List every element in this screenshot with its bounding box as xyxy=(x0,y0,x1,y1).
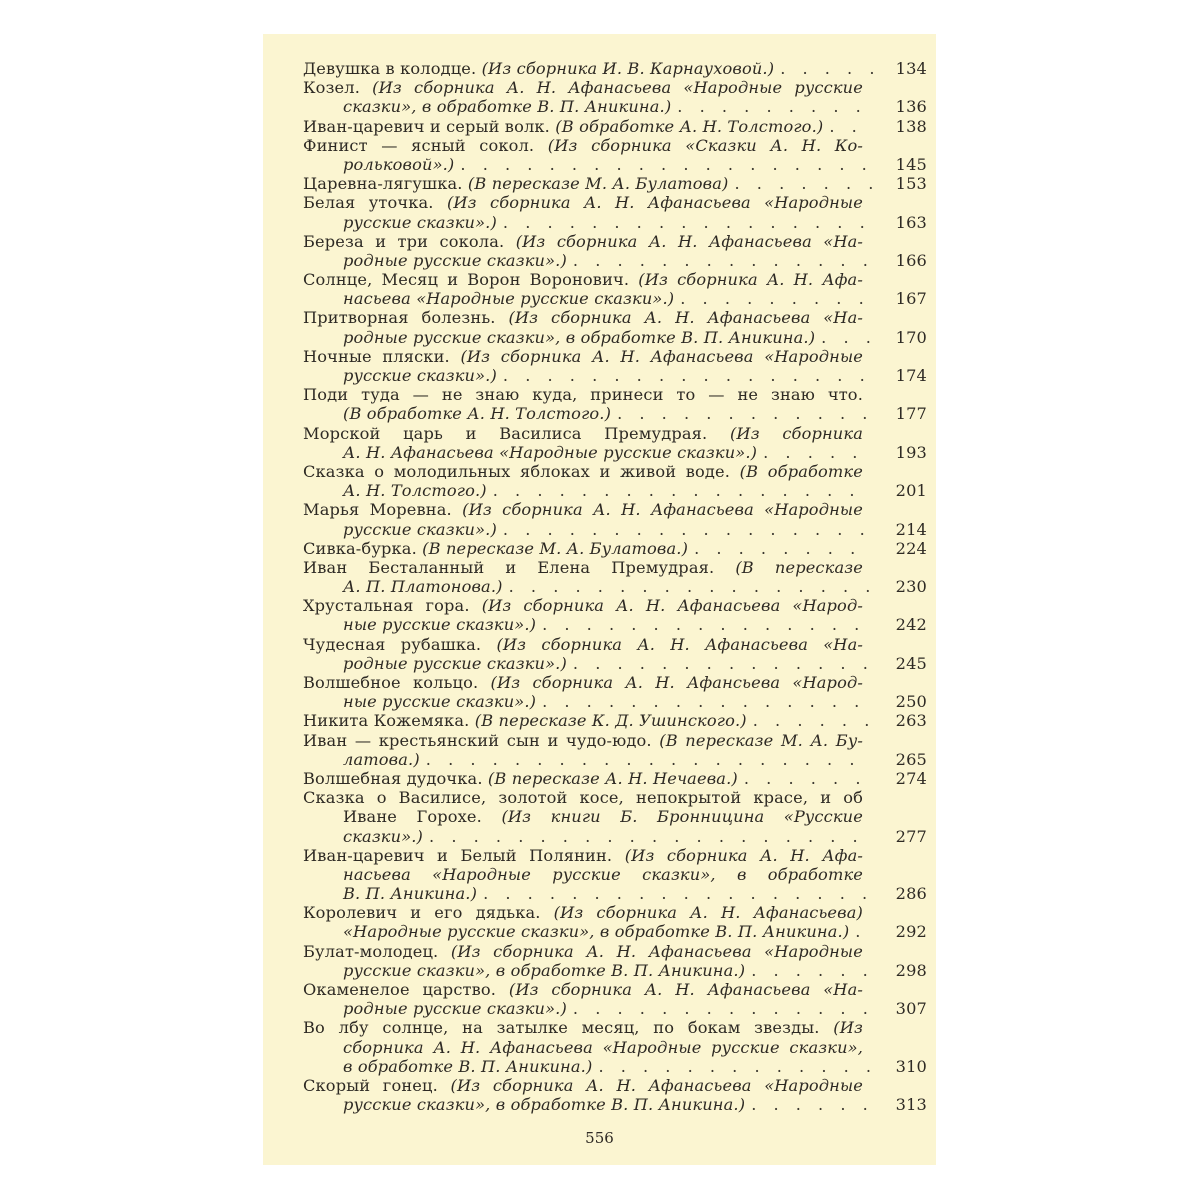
toc-entry-text xyxy=(303,903,863,922)
toc-page-number: 230 xyxy=(895,577,927,597)
toc-entry-text xyxy=(303,308,863,327)
toc-entry-line xyxy=(303,654,927,673)
toc-entry-line xyxy=(303,577,927,596)
toc-entry xyxy=(303,942,927,980)
dot-leader xyxy=(751,961,873,980)
toc-page-number: 145 xyxy=(895,154,927,174)
toc-entry-text xyxy=(303,193,863,212)
toc-entry-text xyxy=(303,558,863,577)
dot-leader xyxy=(509,577,873,596)
toc-entry-line xyxy=(303,193,927,212)
toc-entry-text xyxy=(343,750,420,769)
toc-entry-line xyxy=(303,251,927,270)
toc-page-number: 298 xyxy=(895,960,927,980)
tale-title: Поди туда — не знаю куда, принеси то — не знаю что. xyxy=(303,385,863,405)
toc-entry-line xyxy=(303,385,927,404)
toc-entry-line xyxy=(303,59,927,78)
source-note: сказки», в обработке В. П. Аникина.) xyxy=(343,97,672,117)
toc-entry xyxy=(303,136,927,174)
toc-entry xyxy=(303,731,927,769)
toc-entry-line xyxy=(303,635,927,654)
tale-title: Морской царь и Василиса Премудрая. xyxy=(303,423,730,443)
source-note: (В пересказе xyxy=(735,557,863,577)
dot-leader xyxy=(829,117,873,136)
toc-page-number: 138 xyxy=(895,116,927,136)
tale-title: Иван-царевич и серый волк. xyxy=(303,116,556,136)
dot-leader xyxy=(821,328,873,347)
toc-entry xyxy=(303,846,927,904)
toc-entry-text xyxy=(303,117,823,136)
toc-entry-text xyxy=(343,999,567,1018)
source-note: родные русские сказки».) xyxy=(343,999,567,1019)
source-note: (В пересказе К. Д. Ушинского.) xyxy=(474,711,747,731)
toc-entry-text xyxy=(343,827,423,846)
toc-entry-text xyxy=(303,500,863,519)
toc-entry-text xyxy=(343,520,497,539)
toc-entry xyxy=(303,347,927,385)
toc-page-number: 286 xyxy=(895,884,927,904)
source-note: (Из сборника А. Н. Афанасьева) xyxy=(553,903,863,923)
source-note: родные русские сказки», в обработке В. П. Аникина.) xyxy=(343,327,816,347)
toc-entry-line xyxy=(303,328,927,347)
dot-leader xyxy=(677,97,873,116)
toc-entry-line xyxy=(303,136,927,155)
toc-entry-text xyxy=(343,922,849,941)
dot-leader xyxy=(503,213,873,232)
dot-leader xyxy=(573,999,873,1018)
toc-entry-line xyxy=(303,615,927,634)
toc-entry-line xyxy=(303,366,927,385)
tale-title: Береза и три сокола. xyxy=(303,231,516,251)
source-note: ные русские сказки».) xyxy=(343,615,537,635)
source-note: (В пересказе М. А. Бу- xyxy=(659,730,863,750)
toc-entry-text xyxy=(303,539,688,558)
toc-page-number: 166 xyxy=(895,250,927,270)
source-note: (Из сборника И. В. Карнауховой.) xyxy=(481,59,775,78)
dot-leader xyxy=(426,750,873,769)
toc-entry-text xyxy=(343,1057,592,1076)
dot-leader xyxy=(855,922,873,941)
source-note: (Из сборника А. Н. Афанасьева «Народные русские xyxy=(372,78,863,98)
toc-entry-line xyxy=(303,827,927,846)
toc-entry-text xyxy=(303,347,863,366)
toc-entry-text xyxy=(343,615,536,634)
toc-entry-line xyxy=(303,270,927,289)
toc-entry xyxy=(303,673,927,711)
toc-entry-line xyxy=(303,750,927,769)
toc-page-number: 224 xyxy=(895,538,927,558)
dot-leader xyxy=(751,1095,873,1114)
toc-entry xyxy=(303,59,927,78)
tale-title: Скорый гонец. xyxy=(303,1075,451,1095)
toc-entry xyxy=(303,385,927,423)
toc-page-number: 265 xyxy=(895,749,927,769)
tale-title: Солнце, Месяц и Ворон Воронович. xyxy=(303,270,639,290)
toc-entry-line xyxy=(303,884,927,903)
toc-entry-line xyxy=(303,596,927,615)
toc-entry-text xyxy=(303,769,738,788)
source-note: (В обработке А. Н. Толстого.) xyxy=(343,404,612,424)
source-note: родные русские сказки».) xyxy=(343,250,567,270)
source-note: русские сказки», в обработке В. П. Аникина.) xyxy=(343,960,746,980)
toc-page-number: 274 xyxy=(895,768,927,788)
toc-entry-line xyxy=(303,1038,927,1057)
toc-page-number: 170 xyxy=(895,327,927,347)
toc-entry-text xyxy=(303,174,729,193)
dot-leader xyxy=(573,251,873,270)
source-note: (Из сборника А. Н. Афанасьева «Народ- xyxy=(481,596,863,616)
toc-page-number: 242 xyxy=(895,615,927,635)
toc-entry-line xyxy=(303,117,927,136)
toc-entry-text xyxy=(303,270,863,289)
source-note: (В пересказе А. Н. Нечаева.) xyxy=(487,768,738,788)
source-note: (Из сборника А. Н. Афанасьева «Народные xyxy=(450,941,863,961)
source-note: (Из сборника А. Н. Афанасьева «Народные xyxy=(446,193,863,213)
tale-title: Волшебная дудочка. xyxy=(303,768,488,788)
tale-title: Царевна-лягушка. xyxy=(303,174,468,194)
toc-entry xyxy=(303,558,927,596)
toc-entry-text xyxy=(303,596,863,615)
toc-entry xyxy=(303,635,927,673)
dot-leader xyxy=(753,711,873,730)
toc-entry-text xyxy=(303,385,863,404)
tale-title: Притворная болезнь. xyxy=(303,308,509,328)
toc-entry-text xyxy=(343,97,671,116)
source-note: А. Н. Афанасьева «Народные русские сказки».) xyxy=(343,442,758,462)
dot-leader xyxy=(694,539,873,558)
toc-entry-text xyxy=(303,462,863,481)
toc-entry-line xyxy=(303,97,927,116)
source-note: (Из сборника А. Н. Афанасьева «На- xyxy=(508,308,863,328)
source-note: (В пересказе М. А. Булатова) xyxy=(467,174,729,194)
toc-entry xyxy=(303,500,927,538)
toc-entry-line xyxy=(303,404,927,423)
toc-entry-text xyxy=(343,1038,863,1057)
tale-title: Иване Горохе. xyxy=(343,807,502,827)
toc-entry-line xyxy=(303,731,927,750)
source-note: В. П. Аникина.) xyxy=(343,884,478,904)
toc-entry-line xyxy=(303,213,927,232)
tale-title: Хрустальная гора. xyxy=(303,596,482,616)
toc-entry-line xyxy=(303,903,927,922)
source-note: русские сказки».) xyxy=(343,366,497,385)
toc-entry-line xyxy=(303,289,927,308)
tale-title: Белая уточка. xyxy=(303,193,447,213)
toc-entry xyxy=(303,174,927,193)
toc-entry-text xyxy=(303,673,863,692)
source-note: (Из сборника А. Н. Афанасьева «На- xyxy=(508,980,863,999)
source-note: русские сказки».) xyxy=(343,212,497,232)
toc-entry-line xyxy=(303,1018,927,1037)
tale-title: Ночные пляски. xyxy=(303,346,461,366)
toc-entry xyxy=(303,308,927,346)
tale-title: Финист — ясный сокол. xyxy=(303,135,548,155)
toc-entry xyxy=(303,980,927,1018)
toc-entry-line xyxy=(303,462,927,481)
toc-page-number: 174 xyxy=(895,366,927,385)
tale-title: Козел. xyxy=(303,78,373,98)
toc-entry-line xyxy=(303,942,927,961)
toc-entry-text xyxy=(343,807,863,826)
tale-title: Чудесная рубашка. xyxy=(303,634,497,654)
toc-page-number: 292 xyxy=(895,922,927,942)
source-note: (Из сборника А. Н. Афа- xyxy=(638,270,863,290)
source-note: (Из книги Б. Бронницина «Русские xyxy=(501,807,863,827)
source-note: (Из сборника «Сказки А. Н. Ко- xyxy=(547,135,863,155)
toc-page-number: 277 xyxy=(895,826,927,846)
source-note: насьева «Народные русские сказки».) xyxy=(343,289,675,309)
tale-title: Во лбу солнце, на затылке месяц, по бокам звезды. xyxy=(303,1018,834,1038)
toc-entry-text xyxy=(303,424,863,443)
source-note: ные русские сказки».) xyxy=(343,692,537,712)
source-note: (Из сборника А. Н. Афанасьева «Народные xyxy=(450,1075,864,1095)
source-note: «Народные русские сказки», в обработке В. П. Аникина.) xyxy=(343,922,850,942)
toc-page-number: 153 xyxy=(895,174,927,194)
toc-entry-line xyxy=(303,1076,927,1095)
toc-entry-text xyxy=(343,577,503,596)
book-page xyxy=(263,34,936,1165)
toc-entry-text xyxy=(343,404,611,423)
toc-entry-text xyxy=(343,155,454,174)
tale-title: Иван — крестьянский сын и чудо-юдо. xyxy=(303,730,660,750)
source-note: русские сказки», в обработке В. П. Аникина.) xyxy=(343,1095,746,1115)
toc-entry-line xyxy=(303,769,927,788)
dot-leader xyxy=(735,174,874,193)
toc-entry xyxy=(303,78,927,116)
toc-entry xyxy=(303,769,927,788)
toc-entry-line xyxy=(303,155,927,174)
toc-entry-text xyxy=(343,692,536,711)
tale-title: Волшебное кольцо. xyxy=(303,673,491,692)
toc-entry xyxy=(303,232,927,270)
toc-entry-text xyxy=(303,711,747,730)
toc-entry-text xyxy=(343,443,757,462)
toc-entry-line xyxy=(303,865,927,884)
page-number: 556 xyxy=(585,1129,614,1147)
toc-entry-text xyxy=(343,328,815,347)
dot-leader xyxy=(680,289,873,308)
toc-entry-text xyxy=(303,1018,863,1037)
toc-entry-text xyxy=(343,251,567,270)
dot-leader xyxy=(542,692,873,711)
toc-entry-line xyxy=(303,424,927,443)
toc-entry-text xyxy=(303,59,774,78)
toc-entry-line xyxy=(303,980,927,999)
source-note: (Из сборника А. Н. Афансьева «Народ- xyxy=(490,673,863,692)
toc-entry-text xyxy=(343,366,497,385)
toc-entry-text xyxy=(303,788,863,807)
toc-entry-text xyxy=(343,213,497,232)
toc-entry-line xyxy=(303,78,927,97)
toc-entry-text xyxy=(303,635,863,654)
toc-entry-line xyxy=(303,961,927,980)
toc-entry-line xyxy=(303,443,927,462)
toc-entry xyxy=(303,711,927,730)
toc-entry xyxy=(303,1076,927,1114)
tale-title: Сказка о молодильных яблоках и живой воде. xyxy=(303,461,740,481)
source-note: сказки».) xyxy=(343,826,424,846)
dot-leader xyxy=(503,520,873,539)
toc-entry-text xyxy=(303,1076,863,1095)
toc-entry-text xyxy=(303,232,863,251)
toc-entry-line xyxy=(303,174,927,193)
toc-entry-line xyxy=(303,1095,927,1114)
source-note: рольковой».) xyxy=(343,154,455,174)
source-note: А. Н. Толстого.) xyxy=(343,481,487,501)
toc-page-number: 250 xyxy=(895,692,927,712)
toc-entry-line xyxy=(303,788,927,807)
source-note: (Из xyxy=(833,1018,863,1038)
toc-entry-line xyxy=(303,711,927,730)
toc-entry-text xyxy=(303,942,863,961)
source-note: А. П. Платонова.) xyxy=(343,577,503,597)
source-note: (Из сборника А. Н. Афа- xyxy=(624,845,863,865)
toc-entry-line xyxy=(303,807,927,826)
tale-title: Иван-царевич и Белый Полянин. xyxy=(303,845,625,865)
source-note: (В обработке А. Н. Толстого.) xyxy=(555,116,824,136)
dot-leader xyxy=(744,769,873,788)
dot-leader xyxy=(429,827,873,846)
toc-entry-line xyxy=(303,558,927,577)
toc-entry xyxy=(303,193,927,231)
toc-entry-text xyxy=(343,654,567,673)
toc-page-number: 167 xyxy=(895,289,927,309)
toc-page-number: 163 xyxy=(895,212,927,232)
toc-entry-text xyxy=(343,481,487,500)
tale-title: Иван Бесталанный и Елена Премудрая. xyxy=(303,557,736,577)
toc-entry xyxy=(303,462,927,500)
dot-leader xyxy=(503,366,873,385)
toc-entry xyxy=(303,596,927,634)
source-note: родные русские сказки».) xyxy=(343,653,567,673)
toc-entry-line xyxy=(303,673,927,692)
toc-entry-line xyxy=(303,232,927,251)
toc-entry-text xyxy=(303,136,863,155)
toc-page-number: 214 xyxy=(895,519,927,539)
source-note: сборника А. Н. Афанасьева «Народные русские сказки», xyxy=(343,1037,863,1057)
tale-title: Сказка о Василисе, золотой косе, непокрытой красе, и об xyxy=(303,788,863,808)
tale-title: Королевич и его дядька. xyxy=(303,903,554,923)
source-note: в обработке В. П. Аникина.) xyxy=(343,1056,593,1076)
toc-entry-text xyxy=(303,980,863,999)
toc-entry-line xyxy=(303,539,927,558)
toc-entry xyxy=(303,903,927,941)
toc-entry-text xyxy=(343,865,863,884)
toc-page-number: 134 xyxy=(895,59,927,78)
dot-leader xyxy=(493,481,873,500)
toc-entry-text xyxy=(343,1095,745,1114)
toc-entry xyxy=(303,788,927,846)
toc-page-number: 313 xyxy=(895,1095,927,1115)
toc-page-number: 136 xyxy=(895,97,927,117)
toc-entry-text xyxy=(343,289,674,308)
source-note: насьева «Народные русские сказки», в обработке xyxy=(343,864,863,884)
toc-entry-line xyxy=(303,500,927,519)
toc-page-number: 201 xyxy=(895,481,927,501)
toc-entry-line xyxy=(303,481,927,500)
toc-entry-text xyxy=(303,731,863,750)
source-note: (Из сборника А. Н. Афанасьева «Народные xyxy=(460,346,864,366)
table-of-contents xyxy=(303,59,927,1114)
toc-page-number: 263 xyxy=(895,711,927,731)
toc-entry-line xyxy=(303,347,927,366)
toc-page-number: 307 xyxy=(895,999,927,1019)
toc-entry-line xyxy=(303,692,927,711)
toc-entry-text xyxy=(343,884,477,903)
tale-title: Сивка-бурка. xyxy=(303,538,423,558)
dot-leader xyxy=(573,654,873,673)
dot-leader xyxy=(460,155,873,174)
dot-leader xyxy=(542,615,873,634)
toc-entry xyxy=(303,424,927,462)
dot-leader xyxy=(483,884,873,903)
tale-title: Марья Моревна. xyxy=(303,500,463,520)
source-note: (В пересказе М. А. Булатова.) xyxy=(422,538,689,558)
toc-entry xyxy=(303,270,927,308)
toc-page-number: 193 xyxy=(895,442,927,462)
tale-title: Окаменелое царство. xyxy=(303,980,509,999)
dot-leader xyxy=(617,404,873,423)
toc-entry xyxy=(303,1018,927,1076)
toc-entry-text xyxy=(303,78,863,97)
toc-page-number: 245 xyxy=(895,653,927,673)
toc-entry xyxy=(303,117,927,136)
source-note: (Из сборника А. Н. Афанасьева «Народные xyxy=(462,500,863,520)
toc-entry-line xyxy=(303,999,927,1018)
toc-entry-line xyxy=(303,308,927,327)
dot-leader xyxy=(763,443,873,462)
tale-title: Никита Кожемяка. xyxy=(303,711,475,731)
source-note: (Из сборника А. Н. Афанасьева «На- xyxy=(496,634,863,654)
source-note: (В обработке xyxy=(739,461,863,481)
dot-leader xyxy=(598,1057,873,1076)
tale-title: Девушка в колодце. xyxy=(303,59,482,78)
source-note: русские сказки».) xyxy=(343,519,497,539)
toc-page-number: 177 xyxy=(895,404,927,424)
toc-page-number: 310 xyxy=(895,1056,927,1076)
toc-entry-line xyxy=(303,846,927,865)
tale-title: Булат-молодец. xyxy=(303,941,451,961)
toc-entry-text xyxy=(343,961,745,980)
toc-entry xyxy=(303,539,927,558)
toc-entry-line xyxy=(303,520,927,539)
source-note: (Из сборника А. Н. Афанасьева «На- xyxy=(515,231,864,251)
source-note: (Из сборника xyxy=(729,423,864,443)
dot-leader xyxy=(780,59,873,78)
toc-entry-line xyxy=(303,1057,927,1076)
toc-entry-text xyxy=(303,846,863,865)
toc-entry-line xyxy=(303,922,927,941)
source-note: латова.) xyxy=(343,749,420,769)
